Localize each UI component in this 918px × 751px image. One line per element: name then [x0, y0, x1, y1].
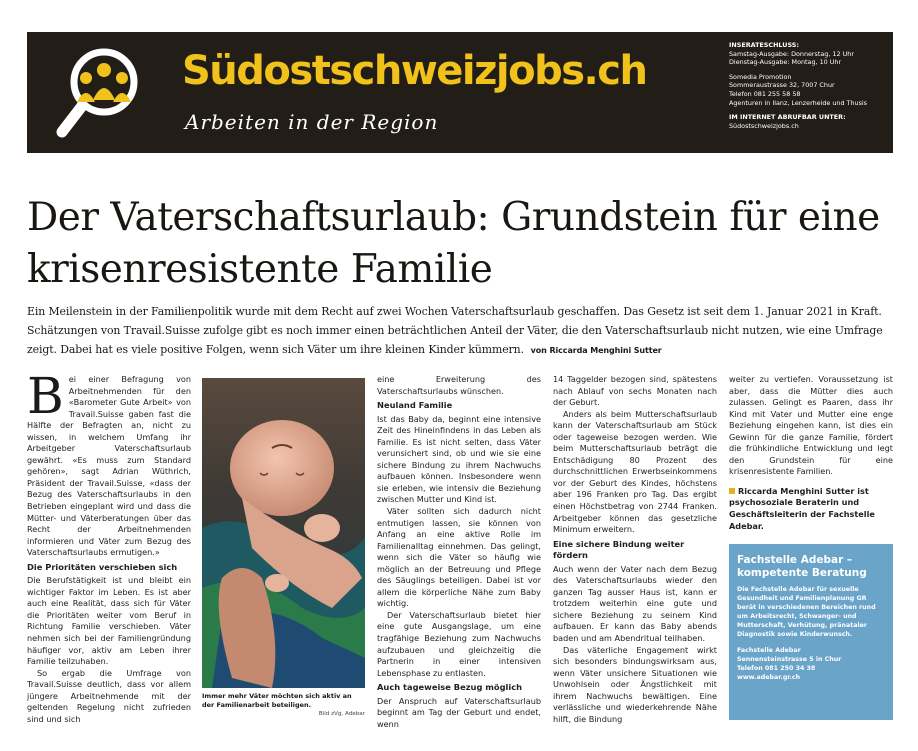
info-box-adebar: [729, 544, 893, 720]
author-note: [729, 486, 893, 532]
info-box-title: Fachstelle Adebar – kompetente Beratung: [737, 554, 867, 579]
paragraph: So ergab die Umfrage von Travail.Suisse deutlich, dass vor allem jüngere Arbeitnehmende mit der geltenden Regelung nicht zufrieden sind und sich: [27, 667, 191, 724]
author-note-text: Riccarda Menghini Sutter ist psychosoziale Beraterin und Geschäftsleiterin der Fachstelle Adebar.: [729, 485, 875, 531]
contact-website[interactable]: www.adebar.gr.ch: [737, 674, 801, 682]
subheading: Neuland Familie: [377, 400, 453, 411]
paragraph: Ist das Baby da, beginnt eine intensive Zeit des Hineinfindens in das Leben als Familie. Es ist nicht selten, dass Väter verunsichert sind, ob und wie sie eine sichere Bindung zu ihrem Nachwuchs aufbauen können. Insbesondere wenn sie erleben, wie intensiv die Beziehung zwischen Mutter und Kind ist.: [377, 413, 541, 505]
deadline-saturday: Samstag-Ausgabe: Donnerstag, 12 Uhr: [729, 49, 854, 58]
article-lead: [27, 302, 893, 360]
paragraph: eine Erweiterung des Vaterschaftsurlaubs wünschen.: [377, 374, 541, 396]
lead-text: Ein Meilenstein in der Familienpolitik wurde mit dem Recht auf zwei Wochen Vaterschaftsurlaub geschaffen. Das Gesetz ist seit dem 1. Januar 2021 in Kraft. Schätzungen von Travail.Suisse zufolge gibt es noch immer einen beträchtlichen Anteil der Väter, die den Vaterschaftsurlaub nicht nutzen, wie eine Umfrage zeigt. Dabei hat es viele positive Folgen, wenn sich Väter um ihre kleinen Kinder kümmern.: [27, 305, 883, 356]
article-column-1: [27, 367, 191, 725]
photo-caption: [202, 692, 365, 719]
paragraph: ei einer Befragung von Arbeitnehmenden für den «Barometer Gute Arbeit» von Travail.Suisse gaben fast die Hälfte der Befragten an, nicht zu wissen, in welchem Umfang ihr Arbeitgeber Vaterschaftsurlaub gewährt. «Es muss zum Standard gehören», sagt Adrian Wüthrich, Präsident der Travail.Suisse, «dass der Bezug des Vaterschaftsurlaubs in den Betrieben eingeplant wird und dass die Mütter- und Väterberatungen über das Recht der Arbeitnehmenden informieren und Väter zum Bezug des Vaterschaftsurlaubs ermutigen.»: [27, 374, 191, 558]
company-agencies: Agenturen in Ilanz, Lenzerheide und Thusis: [729, 98, 868, 107]
father-baby-photo: [202, 378, 365, 688]
company-name: Somedia Promotion: [729, 72, 792, 81]
paragraph: Die Berufstätigkeit ist und bleibt ein wichtiger Faktor im Leben. Es ist aber auch eine Realität, dass sich für Väter die Prioritäten weiter vom Beruf in Richtung Familie verschieben. Väter nehmen sich bei der Familiengründung häufiger vor, aktiv am Leben ihrer Familie teilzuhaben.: [27, 575, 191, 667]
article-column-4: [729, 374, 893, 532]
paragraph: Väter sollten sich dadurch nicht entmutigen lassen, sie können von Anfang an eine aktive Rolle im Familienalltag einnehmen. Das gelingt, wenn sich die Väter so häufig wie möglich an der Betreuung und Pflege des Säuglings beteiligen. Dabei ist vor allem die körperliche Nähe zum Baby wichtig.: [377, 506, 541, 609]
brand-name: Südostschweizjobs.ch: [182, 48, 647, 94]
square-bullet-icon: [729, 488, 735, 494]
deadline-tuesday: Dienstag-Ausgabe: Montag, 10 Uhr: [729, 58, 842, 67]
contact-phone: Telefon 081 250 34 38: [737, 665, 816, 673]
online-url[interactable]: Südostschweizjobs.ch: [729, 121, 799, 130]
paragraph: Auch wenn der Vater nach dem Bezug des Vaterschaftsurlaubs wieder den ganzen Tag ausser Haus ist, kann er trotzdem weiterhin eine gute und sichere Beziehung zu seinem Kind aufbauen. Er kann das Baby abends baden und am Abendritual teilhaben.: [553, 563, 717, 644]
info-box-contact: [729, 639, 893, 683]
byline: von Riccarda Menghini Sutter: [530, 346, 662, 355]
paragraph: 14 Taggelder bezogen sind, spätestens nach Ablauf von sechs Monaten nach der Geburt.: [553, 374, 717, 408]
photo-credit: Bild zVg, Adebar: [318, 711, 365, 717]
subheading: Auch tageweise Bezug möglich: [377, 682, 523, 693]
article-headline: Der Vaterschaftsurlaub: Grundstein für eine krisenresistente Familie: [27, 195, 880, 292]
caption-text: Immer mehr Väter möchten sich aktiv an der Familienarbeit beteiligen.: [202, 692, 352, 709]
contact-name: Fachstelle Adebar: [737, 647, 801, 655]
subheading: Die Prioritäten verschieben sich: [27, 561, 178, 572]
info-box-body: Die Fachstelle Adebar für sexuelle Gesundheit und Familienplanung GR berät in verschiedenen Bereichen rund um Arbeitsrecht, Schwanger- und Mutterschaft, Verhütung, pränataler Diagnostik sowie Kinderwunsch.: [737, 586, 876, 638]
online-label: IM INTERNET ABRUFBAR UNTER:: [729, 113, 846, 122]
magnifier-people-icon: [56, 40, 166, 150]
paragraph: Der Vaterschaftsurlaub bietet hier eine gute Ausgangslage, um eine tragfähige Beziehung zum Nachwuchs aufzubauen und gleichzeitig die Partnerin in einer intensiven Lebensphase zu entlasten.: [377, 609, 541, 678]
paragraph: Anders als beim Mutterschaftsurlaub kann der Vaterschaftsurlaub am Stück oder tageweise bezogen werden. Wie beim Mutterschaftsurlaub beträgt die Entschädigung 80 Prozent des durchschnittlichen Erwerbseinkommens vor der Geburt des Kindes, höchstens aber 196 Franken pro Tag. Das ergibt einen Höchstbetrag von 2744 Franken. Arbeitgeber können das gesetzliche Minimum erweitern.: [553, 408, 717, 535]
company-address: Sommeraustrasse 32, 7007 Chur: [729, 81, 835, 90]
contact-street: Sennensteinstrasse 5 in Chur: [737, 656, 842, 664]
paragraph: Der Anspruch auf Vaterschaftsurlaub beginnt am Tag der Geburt und endet, wenn: [377, 695, 541, 729]
paragraph: weiter zu vertiefen. Voraussetzung ist aber, dass die Mütter dies auch zulassen. Gelingt es Paaren, dass ihr Kind mit Vater und Mutter eine enge Beziehung eingehen kann, ist dies ein Gewinn für die ganze Familie, fördert die frühkindliche Entwicklung und legt den Grundstein für eine krisenresistente Familien.: [729, 374, 893, 477]
deadline-label: INSERATESCHLUSS:: [729, 41, 799, 49]
article-column-2: [377, 374, 541, 730]
brand-tagline: Arbeiten in der Region: [185, 110, 439, 134]
subheading: Eine sichere Bindung weiter fördern: [553, 538, 685, 561]
article-column-3: [553, 374, 717, 725]
header-info: [729, 41, 889, 130]
company-phone: Telefon 081 255 58 58: [729, 89, 801, 98]
drop-cap: B: [27, 367, 64, 425]
paragraph: Das väterliche Engagement wirkt sich besonders bindungswirksam aus, wenn Väter unsichere Situationen wie Unwohlsein oder Ängstlichkeit mit ihrem Nachwuchs bewältigen. Eine verlässliche und wiederkehrende Nähe hilft, die Bindung: [553, 644, 717, 724]
